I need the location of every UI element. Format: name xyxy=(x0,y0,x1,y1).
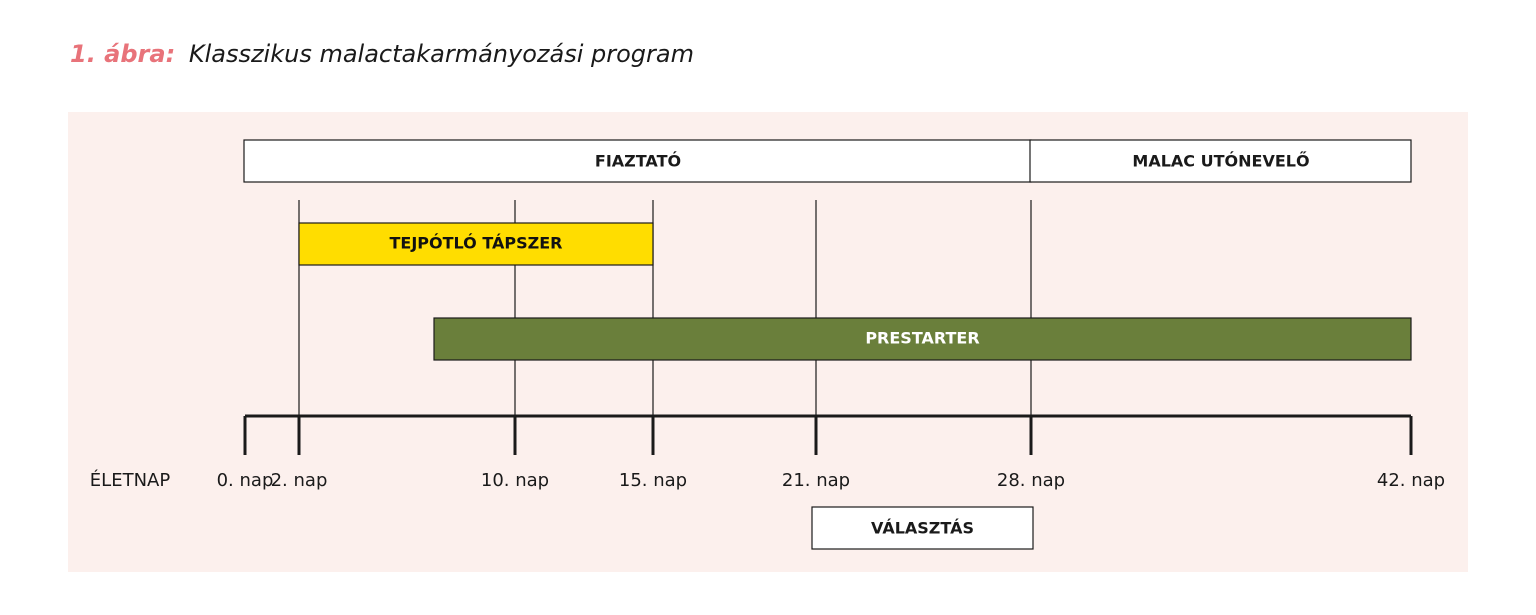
phase-label-0: FIAZTATÓ xyxy=(594,151,682,171)
axis-tick-label-day-0: 0. nap xyxy=(216,470,274,491)
event-label: VÁLASZTÁS xyxy=(871,518,974,538)
axis-tick-label-day-21: 21. nap xyxy=(781,470,851,491)
axis-tick-label-day-28: 28. nap xyxy=(996,470,1066,491)
phase-label-1: MALAC UTÓNEVELŐ xyxy=(1132,151,1310,171)
feed-bar-label-0: TEJPÓTLÓ TÁPSZER xyxy=(389,233,563,253)
axis-tick-label-day-42: 42. nap xyxy=(1376,470,1446,491)
axis-tick-label-day-15: 15. nap xyxy=(618,470,688,491)
axis-row-label: ÉLETNAP xyxy=(89,470,171,491)
feed-bar-label-1: PRESTARTER xyxy=(865,328,980,348)
figure-title: Klasszikus malactakarmányozási program xyxy=(188,40,694,68)
axis-tick-label-day-2: 2. nap xyxy=(270,470,328,491)
axis-tick-label-day-10: 10. nap xyxy=(480,470,550,491)
figure-label: 1. ábra: xyxy=(70,40,176,68)
